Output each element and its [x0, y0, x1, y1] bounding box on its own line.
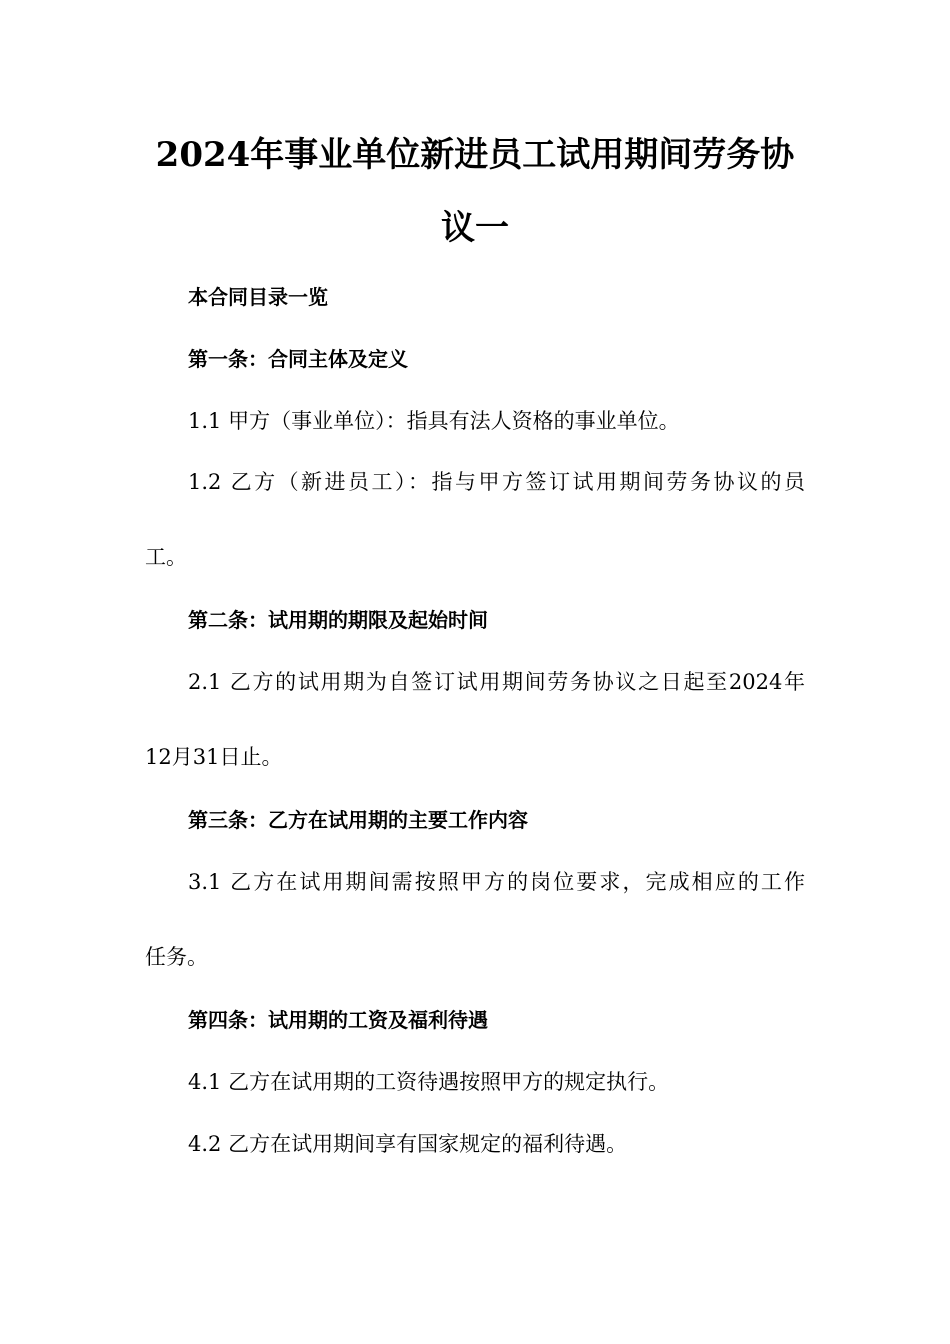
- clause-4-2: 4.2 乙方在试用期间享有国家规定的福利待遇。: [188, 1132, 628, 1156]
- section-heading-2: 第二条：试用期的期限及起始时间: [188, 608, 488, 632]
- document-title-line-1: 2024年事业单位新进员工试用期间劳务协: [155, 135, 795, 175]
- clause-3-1-line-1: 3.1 乙方在试用期间需按照甲方的岗位要求，完成相应的工作: [188, 870, 805, 894]
- clause-2-1-line-2: 12月31日止。: [145, 745, 283, 769]
- document-title-line-2: 议一: [441, 208, 509, 248]
- section-heading-1: 第一条：合同主体及定义: [188, 347, 408, 371]
- clause-4-1: 4.1 乙方在试用期的工资待遇按照甲方的规定执行。: [188, 1070, 670, 1094]
- section-heading-3: 第三条：乙方在试用期的主要工作内容: [188, 808, 528, 832]
- clause-2-1-line-1: 2.1 乙方的试用期为自签订试用期间劳务协议之日起至2024年: [188, 670, 805, 694]
- clause-3-1-line-2: 任务。: [145, 945, 208, 969]
- clause-1-2-line-2: 工。: [145, 545, 187, 569]
- toc-heading: 本合同目录一览: [188, 285, 328, 309]
- clause-1-2-line-1: 1.2 乙方（新进员工）：指与甲方签订试用期间劳务协议的员: [188, 470, 805, 494]
- section-heading-4: 第四条：试用期的工资及福利待遇: [188, 1008, 488, 1032]
- clause-1-1: 1.1 甲方（事业单位）：指具有法人资格的事业单位。: [188, 409, 680, 433]
